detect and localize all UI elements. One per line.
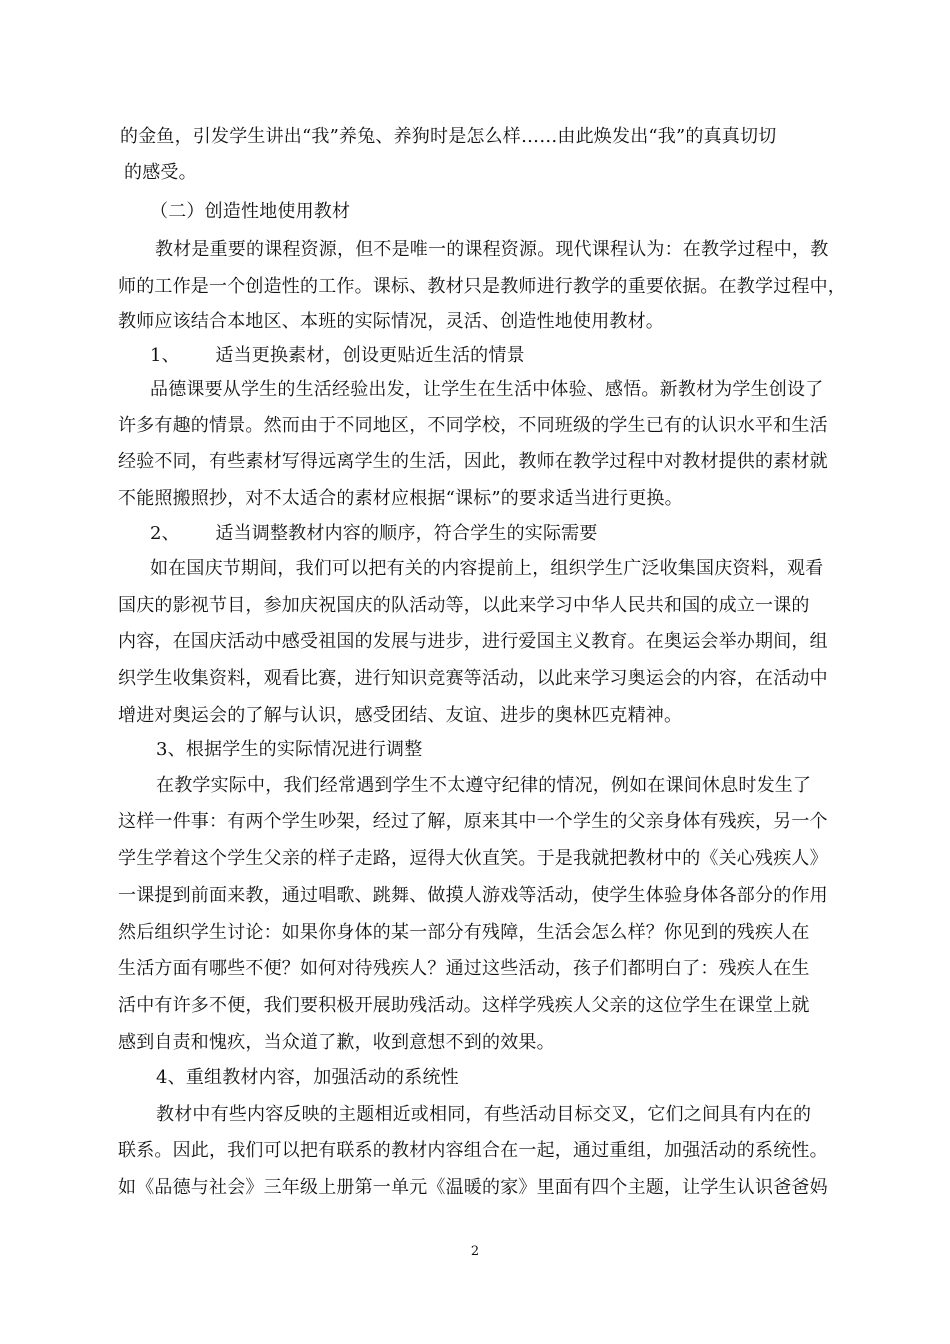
text-line: 经验不同，有些素材写得远离学生的生活，因此，教师在教学过程中对教材提供的素材就: [118, 451, 828, 472]
text-line: 内容，在国庆活动中感受祖国的发展与进步，进行爱国主义教育。在奥运会举办期间，组: [118, 631, 828, 652]
text-line: 教材是重要的课程资源，但不是唯一的课程资源。现代课程认为：在教学过程中，教: [155, 239, 829, 260]
text-line: 不能照搬照抄，对不太适合的素材应根据“课标”的要求适当进行更换。: [118, 488, 683, 509]
text-line: 一课提到前面来教，通过唱歌、跳舞、做摸人游戏等活动，使学生体验身体各部分的作用: [118, 885, 828, 906]
text-line: 教师应该结合本地区、本班的实际情况，灵活、创造性地使用教材。: [118, 311, 664, 332]
text-line: 联系。因此，我们可以把有联系的教材内容组合在一起，通过重组，加强活动的系统性。: [118, 1140, 828, 1161]
text-line: 品德课要从学生的生活经验出发，让学生在生活中体验、感悟。新教材为学生创设了: [150, 379, 824, 400]
text-line: 然后组织学生讨论：如果你身体的某一部分有残障，生活会怎么样？你见到的残疾人在: [118, 922, 810, 943]
text-line: 的金鱼，引发学生讲出“我”养兔、养狗时是怎么样……由此焕发出“我”的真真切切: [120, 126, 777, 147]
text-line: 师的工作是一个创造性的工作。课标、教材只是教师进行教学的重要依据。在教学过程中，: [118, 276, 846, 297]
subheading: 2、 适当调整教材内容的顺序，符合学生的实际需要: [150, 523, 598, 544]
text-line: 许多有趣的情景。然而由于不同地区，不同学校，不同班级的学生已有的认识水平和生活: [118, 415, 828, 436]
text-line: 增进对奥运会的了解与认识，感受团结、友谊、进步的奥林匹克精神。: [118, 705, 683, 726]
text-line: 学生学着这个学生父亲的样子走路，逗得大伙直笑。于是我就把教材中的《关心残疾人》: [118, 848, 828, 869]
text-line: 的感受。: [124, 162, 197, 183]
text-line: 如在国庆节期间，我们可以把有关的内容提前上，组织学生广泛收集国庆资料，观看: [150, 558, 824, 579]
subheading: 3、根据学生的实际情况进行调整: [156, 739, 423, 760]
text-line: 活中有许多不便，我们要积极开展助残活动。这样学残疾人父亲的这位学生在课堂上就: [118, 995, 810, 1016]
text-line: 感到自责和愧疚，当众道了歉，收到意想不到的效果。: [118, 1032, 555, 1053]
page-number: 2: [470, 1244, 480, 1259]
text-line: 如《品德与社会》三年级上册第一单元《温暖的家》里面有四个主题，让学生认识爸爸妈: [118, 1177, 828, 1198]
subheading: 1、 适当更换素材，创设更贴近生活的情景: [150, 345, 525, 366]
section-heading: （二）创造性地使用教材: [150, 201, 351, 222]
text-line: 生活方面有哪些不便？如何对待残疾人？通过这些活动，孩子们都明白了：残疾人在生: [118, 958, 810, 979]
text-line: 国庆的影视节目，参加庆祝国庆的队活动等，以此来学习中华人民共和国的成立一课的: [118, 595, 810, 616]
subheading: 4、重组教材内容，加强活动的系统性: [156, 1067, 459, 1088]
text-line: 在教学实际中，我们经常遇到学生不太遵守纪律的情况，例如在课间休息时发生了: [156, 775, 812, 796]
text-line: 织学生收集资料，观看比赛，进行知识竞赛等活动，以此来学习奥运会的内容，在活动中: [118, 668, 828, 689]
text-line: 教材中有些内容反映的主题相近或相同，有些活动目标交叉，它们之间具有内在的: [156, 1104, 812, 1125]
text-line: 这样一件事：有两个学生吵架，经过了解，原来其中一个学生的父亲身体有残疾，另一个: [118, 811, 828, 832]
